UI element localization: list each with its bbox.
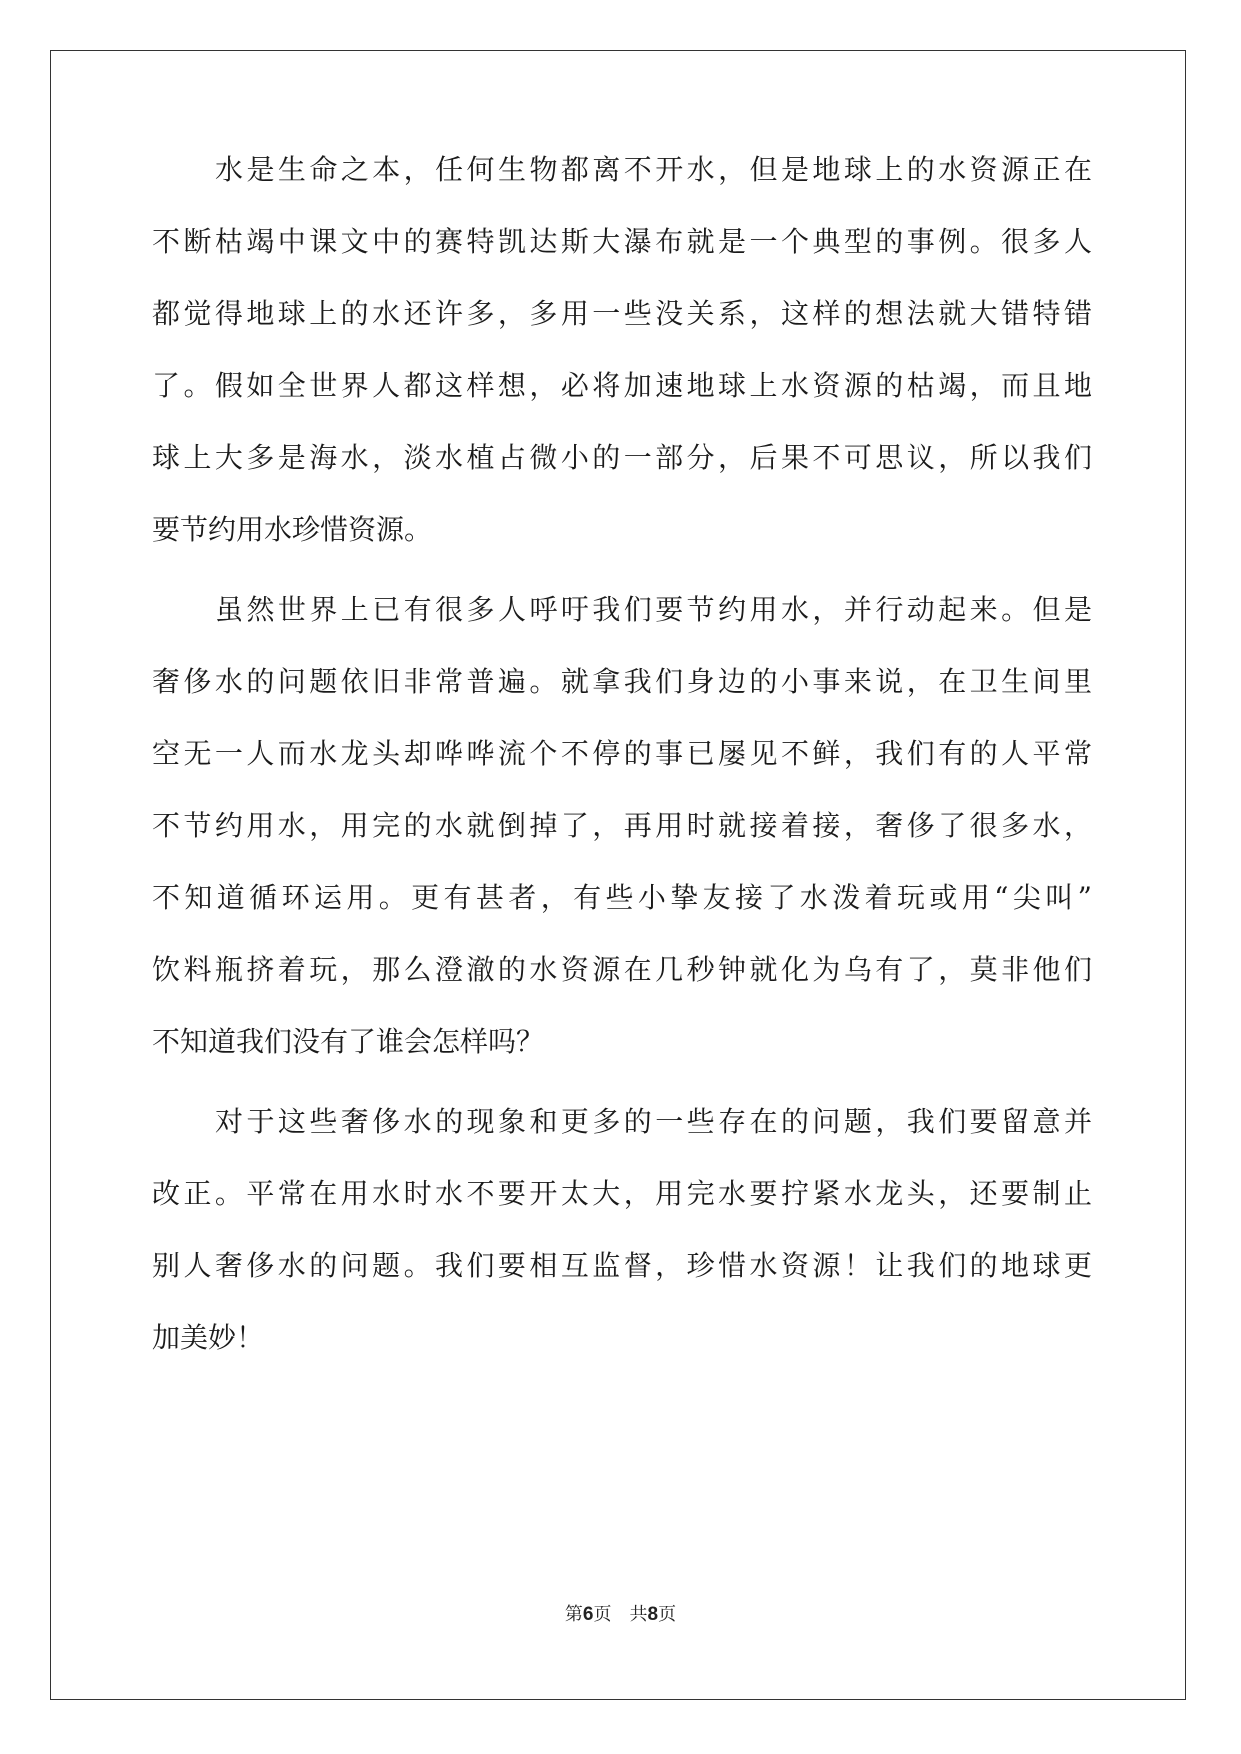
paragraph-2-line-3: 空无一人而水龙头却哗哗流个不停的事已屡见不鲜，我们有的人平常 — [152, 737, 1092, 770]
paragraph-1-line-6: 要节约用水珍惜资源。 — [152, 513, 433, 546]
total-page-number: 8 — [647, 1604, 659, 1625]
paragraph-2-line-7: 不知道我们没有了谁会怎样吗？ — [152, 1025, 545, 1058]
paragraph-3-line-3: 别人奢侈水的问题。我们要相互监督，珍惜水资源！让我们的地球更 — [152, 1249, 1092, 1282]
paragraph-1-line-4: 了。假如全世界人都这样想，必将加速地球上水资源的枯竭，而且地 — [152, 369, 1092, 402]
page-footer — [0, 1602, 1241, 1627]
paragraph-3-line-2: 改正。平常在用水时水不要开太大，用完水要拧紧水龙头，还要制止 — [152, 1177, 1092, 1210]
footer-prefix: 第 — [564, 1604, 583, 1624]
paragraph-1-line-2: 不断枯竭中课文中的赛特凯达斯大瀑布就是一个典型的事例。很多人 — [152, 225, 1092, 258]
paragraph-3-line-4: 加美妙！ — [152, 1321, 265, 1354]
paragraph-2-line-5: 不知道循环运用。更有甚者，有些小挚友接了水泼着玩或用“尖叫” — [152, 881, 1092, 914]
footer-middle: 页 共 — [593, 1604, 648, 1624]
current-page-number: 6 — [582, 1604, 594, 1625]
paragraph-3-line-1: 对于这些奢侈水的现象和更多的一些存在的问题，我们要留意并 — [215, 1105, 1092, 1138]
paragraph-2-line-6: 饮料瓶挤着玩，那么澄澈的水资源在几秒钟就化为乌有了，莫非他们 — [152, 953, 1092, 986]
paragraph-1-line-1: 水是生命之本，任何生物都离不开水，但是地球上的水资源正在 — [215, 153, 1092, 186]
paragraph-1-line-3: 都觉得地球上的水还许多，多用一些没关系，这样的想法就大错特错 — [152, 297, 1092, 330]
footer-suffix: 页 — [658, 1604, 677, 1624]
paragraph-2-line-1: 虽然世界上已有很多人呼吁我们要节约用水，并行动起来。但是 — [215, 593, 1092, 626]
paragraph-2-line-2: 奢侈水的问题依旧非常普遍。就拿我们身边的小事来说，在卫生间里 — [152, 665, 1092, 698]
paragraph-1-line-5: 球上大多是海水，淡水植占微小的一部分，后果不可思议，所以我们 — [152, 441, 1092, 474]
paragraph-2-line-4: 不节约用水，用完的水就倒掉了，再用时就接着接，奢侈了很多水， — [152, 809, 1092, 842]
